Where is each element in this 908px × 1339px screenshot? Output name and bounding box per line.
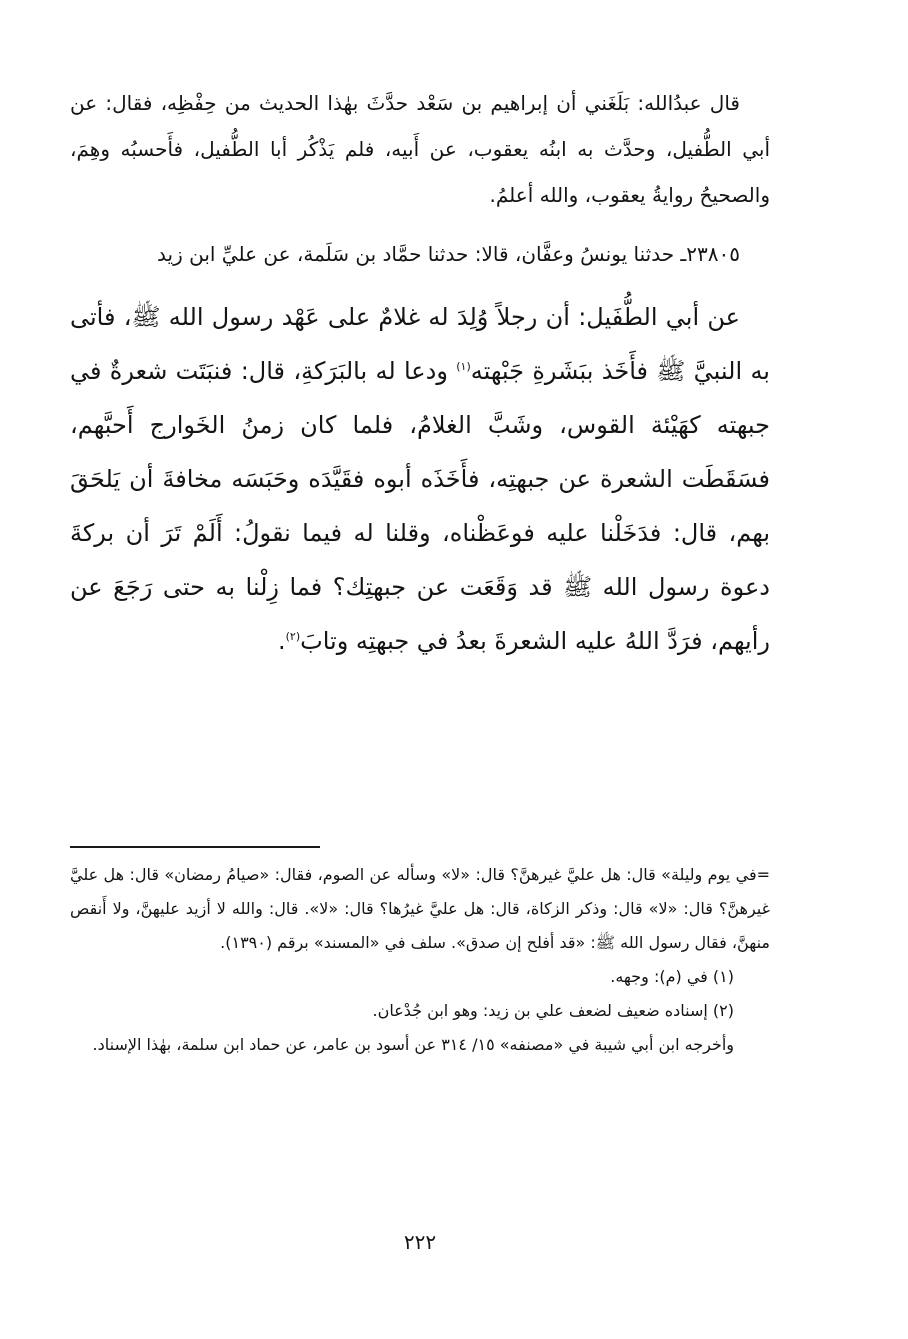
footnote-2: (٢) إسناده ضعيف لضعف علي بن زيد: وهو ابن جُدْعان. <box>372 1001 734 1020</box>
hadith-text-part2: ودعا له بالبَرَكةِ، قال: فنبَتَت شعرةٌ في جبهته كهَيْئة القوس، وشَبَّ الغلامُ، فلما كان زمنُ الخَوارج أَحبَّهم، فسَقَطَت الشعرة عن جبهتِه، فأَخَذَه أبوه فقَيَّدَه وحَبَسَه مخافةَ أن يَلحَقَ بهم، قال: فدَخَلْنا عليه فوعَظْناه، وقلنا له فيما نقولُ: أَلَمْ تَرَ أن بركةَ دعوة رسول الله ﷺ قد وَقَعَت عن جبهتِك؟ فما زِلْنا به حتى رَجَعَ عن رأيهم، فرَدَّ اللهُ عليه الشعرةَ بعدُ في جبهتِه وتابَ <box>70 357 770 655</box>
page-number: ٢٢٢ <box>403 1230 437 1254</box>
hadith-header: ٢٣٨٠٥ـ حدثنا يونسُ وعفَّان، قالا: حدثنا حمَّاد بن سَلَمة، عن عليِّ ابن زيد <box>157 242 740 266</box>
footnote-ref-2[interactable]: (٢) <box>285 630 301 643</box>
hadith-text-end: . <box>277 627 286 655</box>
footnote-separator <box>70 846 320 848</box>
book-page <box>70 80 770 1280</box>
hadith-text <box>70 290 770 668</box>
footnotes-section <box>70 858 770 1062</box>
hadith-text-part1: عن أبي الطُّفَيل: أن رجلاً وُلِدَ له غلامٌ على عَهْد رسول الله ﷺ، فأتى به النبيَّ ﷺ فأَخَذ ببَشَرةِ جَبْهته <box>70 303 770 385</box>
footnote-continuation: =في يوم وليلة» قال: هل عليَّ غيرهنَّ؟ قال: «لا» وسأله عن الصوم، فقال: «صيامُ رمضان» قال: هل عليَّ غيرهنَّ؟ قال: «لا» قال: وذكر الزكاة، قال: هل عليَّ غيرُها؟ قال: «لا». قال: والله لا أزيد عليهنَّ، ولا أَنقص منهنَّ، فقال رسول الله ﷺ: «قد أفلح إن صدق». سلف في «المسند» برقم (١٣٩٠). <box>70 865 770 952</box>
intro-paragraph: قال عبدُالله: بَلَغَني أن إبراهيم بن سَعْد حدَّثَ بهٰذا الحديث من حِفْظِه، فقال: عن أبي الطُّفيل، وحدَّث به ابنُه يعقوب، عن أَبيه، فلم يَذْكُر أبا الطُّفيل، فأَحسبُه وهِمَ، والصحيحُ روايةُ يعقوب، والله أعلمُ. <box>70 91 770 207</box>
intro-section <box>70 80 770 218</box>
footnote-ref-1[interactable]: (١) <box>456 360 471 373</box>
footnote-1: (١) في (م): وجهه. <box>610 967 734 986</box>
footnote-2-continuation: وأخرجه ابن أبي شيبة في «مصنفه» ١٥/ ٣١٤ عن أسود بن عامر، عن حماد ابن سلمة، بهٰذا الإسناد. <box>92 1035 734 1054</box>
